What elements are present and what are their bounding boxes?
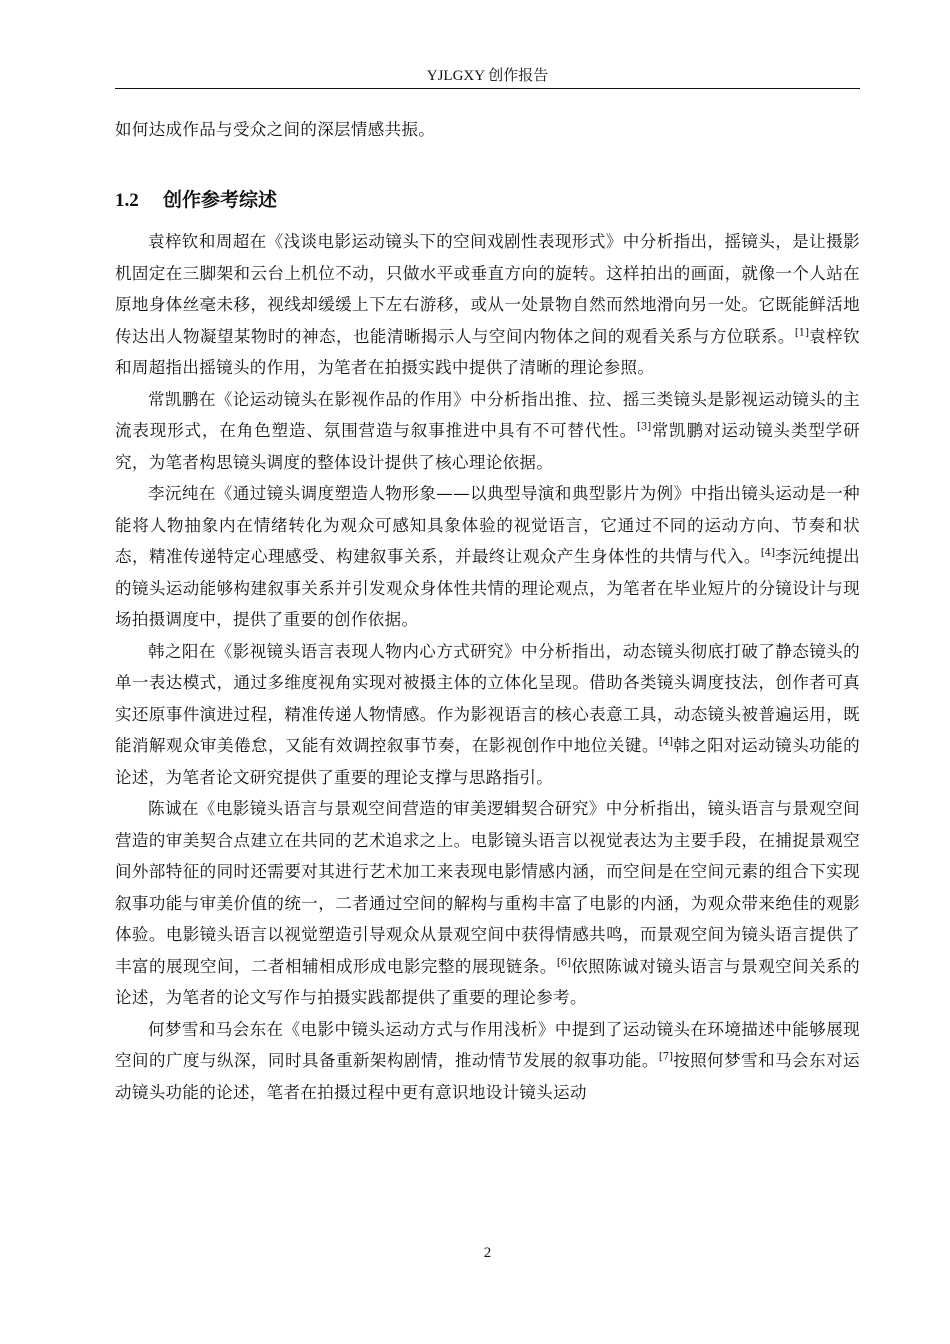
running-header: YJLGXY 创作报告	[426, 68, 549, 84]
body-paragraphs	[115, 226, 860, 1108]
paragraph	[115, 478, 860, 636]
paragraph-text: 韩之阳在《影视镜头语言表现人物内心方式研究》中分析指出，动态镜头彻底打破了静态镜头的单一表达模式，通过多维度视角实现对被摄主体的立体化呈现。借助各类镜头调度技法，创作者可真实还原事件演进过程，精准传递人物情感。作为影视语言的核心表意工具，动态镜头被普遍运用，既能消解观众审美倦怠，又能有效调控叙事节奏，在影视创作中地位关键。	[115, 641, 860, 755]
paragraph-text: 陈诚在《电影镜头语言与景观空间营造的审美逻辑契合研究》中分析指出，镜头语言与景观空间营造的审美契合点建立在共同的艺术追求之上。电影镜头语言以视觉表达为主要手段，在捕捉景观空间外部特征的同时还需要对其进行艺术加工来表现电影情感内涵，而空间是在空间元素的组合下实现叙事功能与审美价值的统一，二者通过空间的解构与重构丰富了电影的内涵，为观众带来绝佳的观影体验。电影镜头语言以视觉塑造引导观众从景观空间中获得情感共鸣，而景观空间为镜头语言提供了丰富的展现空间，二者相辅相成形成电影完整的展现链条。	[115, 799, 860, 976]
section-title: 创作参考综述	[163, 189, 278, 211]
citation-ref: [4]	[658, 736, 674, 748]
paragraph-text: 韩之阳对运动镜头功能的论述，为笔者论文研究提供了重要的理论支撑与思路指引。	[115, 736, 860, 787]
citation-ref: [3]	[637, 421, 652, 433]
citation-ref: [1]	[794, 327, 809, 338]
citation-ref: [6]	[556, 957, 572, 968]
paragraph-text: 按照何梦雪和马会东对运动镜头功能的论述，笔者在拍摄过程中更有意识地设计镜头运动	[115, 1051, 860, 1102]
paragraph-text: 袁梓钦和周超指出摇镜头的作用，为笔者在拍摄实践中提供了清晰的理论参照。	[115, 326, 860, 377]
paragraph	[115, 793, 860, 1014]
section-number: 1.2	[115, 190, 139, 211]
paragraph	[115, 1014, 860, 1109]
citation-ref: [4]	[760, 547, 776, 559]
section-heading	[115, 184, 860, 217]
paragraph-text: 袁梓钦和周超在《浅谈电影运动镜头下的空间戏剧性表现形式》中分析指出，摇镜头，是让摄影机固定在三脚架和云台上机位不动，只做水平或垂直方向的旋转。这样拍出的画面，就像一个人站在原地身体丝毫未移，视线却缓缓上下左右游移，或从一处景物自然而然地滑向另一处。它既能鲜活地传达出人物凝望某物时的神态，也能清晰揭示人与空间内物体之间的观看关系与方位联系。	[115, 232, 860, 346]
paragraph	[115, 226, 860, 384]
page-number: 2	[483, 1245, 492, 1261]
paragraph-text: 依照陈诚对镜头语言与景观空间关系的论述，为笔者的论文写作与拍摄实践都提供了重要的理论参考。	[115, 956, 860, 1007]
paragraph-text: 常凯鹏在《论运动镜头在影视作品的作用》中分析指出推、拉、摇三类镜头是影视运动镜头的主流表现形式，在角色塑造、氛围营造与叙事推进中具有不可替代性。	[115, 389, 860, 440]
paragraph-text: 常凯鹏对运动镜头类型学研究，为笔者构思镜头调度的整体设计提供了核心理论依据。	[115, 421, 861, 472]
header-rule	[115, 88, 860, 89]
paragraph-text: 李沅纯提出的镜头运动能够构建叙事关系并引发观众身体性共情的理论观点，为笔者在毕业短片的分镜设计与现场拍摄调度中，提供了重要的创作依据。	[115, 547, 860, 629]
citation-ref: [7]	[658, 1051, 674, 1063]
paragraph-text: 何梦雪和马会东在《电影中镜头运动方式与作用浅析》中提到了运动镜头在环境描述中能够展现空间的广度与纵深，同时具备重新架构剧情，推动情节发展的叙事功能。	[115, 1019, 860, 1070]
paragraph-text: 李沅纯在《通过镜头调度塑造人物形象——以典型导演和典型影片为例》中指出镜头运动是一种能将人物抽象内在情绪转化为观众可感知具象体验的视觉语言，它通过不同的运动方向、节奏和状态，精准传递特定心理感受、构建叙事关系，并最终让观众产生身体性的共情与代入。	[115, 484, 860, 566]
paragraph	[115, 384, 860, 479]
paragraph	[115, 636, 860, 794]
continuation-text: 如何达成作品与受众之间的深层情感共振。	[115, 120, 436, 139]
